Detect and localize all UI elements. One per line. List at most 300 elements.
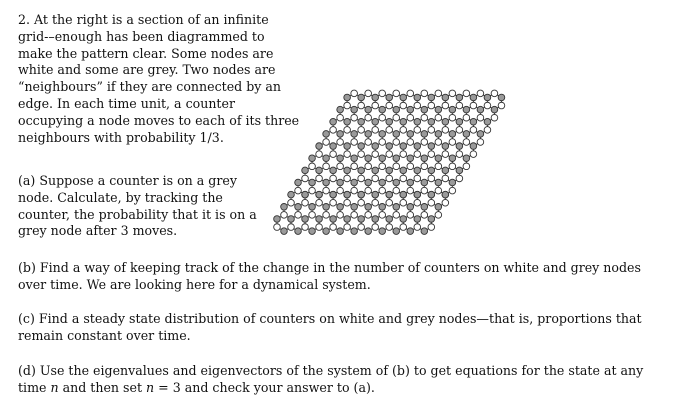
white-node xyxy=(428,199,435,206)
grey-node xyxy=(316,143,323,150)
grey-node xyxy=(330,216,337,223)
grey-node xyxy=(358,167,365,174)
grey-node xyxy=(344,143,351,150)
white-node xyxy=(400,175,407,182)
grey-node xyxy=(435,179,442,186)
grey-node xyxy=(302,216,309,223)
grey-node xyxy=(449,106,456,113)
grey-node xyxy=(463,131,470,138)
white-node xyxy=(428,102,435,109)
white-node xyxy=(435,187,442,194)
part-c xyxy=(18,311,658,345)
white-node xyxy=(351,114,358,121)
grey-node xyxy=(337,179,344,186)
white-node xyxy=(421,114,428,121)
grey-node xyxy=(309,179,316,186)
part-d xyxy=(18,363,658,397)
grey-node xyxy=(379,155,386,162)
grey-node xyxy=(421,106,428,113)
grey-node xyxy=(365,131,372,138)
grey-node xyxy=(470,143,477,150)
white-node xyxy=(435,114,442,121)
white-node xyxy=(393,163,400,170)
white-node xyxy=(470,102,477,109)
grey-node xyxy=(316,191,323,198)
white-node xyxy=(400,199,407,206)
white-node xyxy=(414,151,421,158)
white-node xyxy=(379,212,386,219)
grey-node xyxy=(379,131,386,138)
grey-node xyxy=(330,191,337,198)
white-node xyxy=(442,175,449,182)
white-node xyxy=(491,90,498,97)
white-node xyxy=(477,139,484,146)
grey-node xyxy=(379,228,386,235)
white-node xyxy=(435,90,442,97)
grey-node xyxy=(316,216,323,223)
grey-node xyxy=(330,143,337,150)
grey-node xyxy=(358,94,365,101)
white-node xyxy=(456,102,463,109)
white-node xyxy=(344,151,351,158)
part-b-text: (b) Find a way of keeping track of the change in the number of counters on white and grey nodes over time. We are looking here for a dynamical system. xyxy=(18,260,641,292)
white-node xyxy=(274,224,281,231)
white-node xyxy=(316,151,323,158)
grey-node xyxy=(414,216,421,223)
grey-node xyxy=(323,131,330,138)
white-node xyxy=(358,175,365,182)
grey-node xyxy=(393,204,400,211)
grey-node xyxy=(435,106,442,113)
white-node xyxy=(379,139,386,146)
grey-node xyxy=(414,167,421,174)
grey-node xyxy=(386,167,393,174)
white-node xyxy=(365,139,372,146)
white-node xyxy=(358,199,365,206)
grey-node xyxy=(442,167,449,174)
grey-node xyxy=(470,118,477,125)
grey-node xyxy=(337,106,344,113)
white-node xyxy=(358,127,365,134)
grey-node xyxy=(365,204,372,211)
white-node xyxy=(463,139,470,146)
white-node xyxy=(281,212,288,219)
grey-node xyxy=(435,155,442,162)
white-node xyxy=(288,224,295,231)
grey-node xyxy=(302,191,309,198)
white-node xyxy=(407,114,414,121)
white-node xyxy=(463,114,470,121)
grey-node xyxy=(456,118,463,125)
white-node xyxy=(323,187,330,194)
grey-node xyxy=(421,155,428,162)
white-node xyxy=(337,163,344,170)
grey-node xyxy=(477,106,484,113)
grey-node xyxy=(414,191,421,198)
grey-node xyxy=(442,94,449,101)
white-node xyxy=(386,151,393,158)
white-node xyxy=(435,212,442,219)
grey-node xyxy=(428,216,435,223)
grey-node xyxy=(316,167,323,174)
white-node xyxy=(337,114,344,121)
white-node xyxy=(393,139,400,146)
white-node xyxy=(351,187,358,194)
grey-node xyxy=(463,106,470,113)
white-node xyxy=(309,212,316,219)
part-d-text xyxy=(18,363,658,397)
white-node xyxy=(330,151,337,158)
grey-node xyxy=(393,155,400,162)
grey-node xyxy=(365,106,372,113)
white-node xyxy=(365,114,372,121)
grey-node xyxy=(330,118,337,125)
grey-node xyxy=(281,204,288,211)
grey-node xyxy=(365,228,372,235)
grey-node xyxy=(428,94,435,101)
grey-node xyxy=(372,216,379,223)
grey-node xyxy=(386,191,393,198)
white-node xyxy=(351,139,358,146)
intro-text: 2. At the right is a section of an infinite grid-–enough has been diagrammed to make the pattern clear. Some nodes are white and some are grey. Two nodes are “neighbours” if they are connected by an edge. In each time unit, a counter occupying a node moves to each of its three neighbours with probability 1/3. xyxy=(18,12,300,145)
grey-node xyxy=(351,179,358,186)
white-node xyxy=(400,151,407,158)
white-node xyxy=(386,102,393,109)
grey-node xyxy=(358,216,365,223)
grey-node xyxy=(421,131,428,138)
white-node xyxy=(295,187,302,194)
white-node xyxy=(344,102,351,109)
grey-node xyxy=(365,155,372,162)
grey-node xyxy=(407,228,414,235)
white-node xyxy=(456,175,463,182)
grey-node xyxy=(302,167,309,174)
white-node xyxy=(449,90,456,97)
grey-node xyxy=(274,216,281,223)
grey-node xyxy=(358,118,365,125)
white-node xyxy=(442,127,449,134)
grey-node xyxy=(358,143,365,150)
white-node xyxy=(407,163,414,170)
white-node xyxy=(372,175,379,182)
variable-n: n xyxy=(50,379,59,395)
white-node xyxy=(414,102,421,109)
grey-node xyxy=(344,94,351,101)
grey-node xyxy=(442,143,449,150)
white-node xyxy=(477,114,484,121)
grey-node xyxy=(372,143,379,150)
grey-node xyxy=(309,155,316,162)
white-node xyxy=(386,224,393,231)
grey-node xyxy=(456,167,463,174)
white-node xyxy=(309,163,316,170)
grey-node xyxy=(442,118,449,125)
grey-node xyxy=(386,216,393,223)
white-node xyxy=(386,127,393,134)
white-node xyxy=(484,102,491,109)
white-node xyxy=(414,199,421,206)
white-node xyxy=(477,90,484,97)
grey-node xyxy=(386,118,393,125)
grey-node xyxy=(400,143,407,150)
grey-node xyxy=(435,204,442,211)
white-node xyxy=(449,139,456,146)
white-node xyxy=(351,212,358,219)
white-node xyxy=(302,175,309,182)
white-node xyxy=(330,175,337,182)
white-node xyxy=(407,90,414,97)
grey-node xyxy=(428,143,435,150)
grey-node xyxy=(442,191,449,198)
part-d-after: = 3 and check your answer to (a). xyxy=(154,379,375,395)
part-a-text: (a) Suppose a counter is on a grey node. Calculate, by tracking the counter, the probability that it is on a grey node after 3 moves. xyxy=(18,173,257,239)
white-node xyxy=(309,187,316,194)
white-node xyxy=(428,224,435,231)
grey-node xyxy=(351,131,358,138)
white-node xyxy=(330,199,337,206)
white-node xyxy=(407,212,414,219)
white-node xyxy=(449,163,456,170)
white-node xyxy=(428,175,435,182)
white-node xyxy=(316,199,323,206)
grey-node xyxy=(337,204,344,211)
white-node xyxy=(379,90,386,97)
part-c-text: (c) Find a steady state distribution of counters on white and grey nodes—that is, proportions that remain constant over time. xyxy=(18,311,642,343)
grey-node xyxy=(309,204,316,211)
grey-node xyxy=(372,191,379,198)
part-b xyxy=(18,260,658,294)
grey-node xyxy=(407,106,414,113)
grey-node xyxy=(400,191,407,198)
white-node xyxy=(323,212,330,219)
grey-node xyxy=(344,216,351,223)
grey-node xyxy=(421,228,428,235)
white-node xyxy=(386,175,393,182)
grey-node xyxy=(414,143,421,150)
white-node xyxy=(428,127,435,134)
white-node xyxy=(393,90,400,97)
grey-node xyxy=(295,228,302,235)
white-node xyxy=(435,139,442,146)
white-node xyxy=(400,102,407,109)
white-node xyxy=(344,175,351,182)
white-node xyxy=(414,127,421,134)
grey-node xyxy=(400,167,407,174)
white-node xyxy=(449,114,456,121)
grey-node xyxy=(337,155,344,162)
grey-node xyxy=(365,179,372,186)
white-node xyxy=(442,151,449,158)
grey-node xyxy=(351,155,358,162)
white-node xyxy=(365,163,372,170)
grey-node xyxy=(407,179,414,186)
white-node xyxy=(372,151,379,158)
variable-n: n xyxy=(146,379,155,395)
grey-node xyxy=(386,143,393,150)
grey-node xyxy=(470,94,477,101)
grey-node xyxy=(337,131,344,138)
white-node xyxy=(449,187,456,194)
grey-node xyxy=(386,94,393,101)
white-node xyxy=(302,224,309,231)
white-node xyxy=(330,224,337,231)
grey-node xyxy=(484,118,491,125)
white-node xyxy=(414,224,421,231)
grey-node xyxy=(393,228,400,235)
white-node xyxy=(358,102,365,109)
grey-node xyxy=(428,167,435,174)
part-d-before: (d) Use the eigenvalues and eigenvectors of the system of (b) to get equations for the state at any time xyxy=(18,363,644,395)
grey-node xyxy=(491,106,498,113)
white-node xyxy=(463,90,470,97)
grey-node xyxy=(379,106,386,113)
grey-node xyxy=(379,179,386,186)
grey-node xyxy=(281,228,288,235)
grey-node xyxy=(393,131,400,138)
grey-node xyxy=(400,118,407,125)
grey-node xyxy=(337,228,344,235)
white-node xyxy=(351,90,358,97)
grey-node xyxy=(358,191,365,198)
white-node xyxy=(442,199,449,206)
grey-node xyxy=(400,94,407,101)
white-node xyxy=(470,127,477,134)
grey-node xyxy=(421,179,428,186)
white-node xyxy=(344,127,351,134)
white-node xyxy=(379,163,386,170)
grey-node xyxy=(295,179,302,186)
white-node xyxy=(400,224,407,231)
grey-node xyxy=(323,179,330,186)
grey-node xyxy=(463,155,470,162)
grey-node xyxy=(421,204,428,211)
white-node xyxy=(386,199,393,206)
white-node xyxy=(421,90,428,97)
white-node xyxy=(414,175,421,182)
white-node xyxy=(379,187,386,194)
white-node xyxy=(407,187,414,194)
grey-node xyxy=(288,216,295,223)
white-node xyxy=(372,127,379,134)
white-node xyxy=(463,163,470,170)
grey-node xyxy=(323,228,330,235)
white-node xyxy=(365,90,372,97)
white-node xyxy=(470,151,477,158)
grid-edges xyxy=(277,93,501,231)
grey-node xyxy=(372,94,379,101)
grey-node xyxy=(456,94,463,101)
white-node xyxy=(295,212,302,219)
grey-node xyxy=(414,94,421,101)
white-node xyxy=(442,102,449,109)
white-node xyxy=(421,139,428,146)
grey-node xyxy=(407,131,414,138)
grey-node xyxy=(379,204,386,211)
white-node xyxy=(456,127,463,134)
grey-node xyxy=(484,94,491,101)
white-node xyxy=(421,212,428,219)
grey-node xyxy=(344,167,351,174)
white-node xyxy=(330,127,337,134)
white-node xyxy=(421,163,428,170)
white-node xyxy=(421,187,428,194)
white-node xyxy=(372,224,379,231)
grey-node xyxy=(435,131,442,138)
white-node xyxy=(323,139,330,146)
white-node xyxy=(365,187,372,194)
grey-node xyxy=(400,216,407,223)
grey-node xyxy=(344,191,351,198)
grey-node xyxy=(428,118,435,125)
grey-node xyxy=(498,94,505,101)
white-node xyxy=(372,102,379,109)
grey-node xyxy=(323,155,330,162)
white-node xyxy=(435,163,442,170)
grey-node xyxy=(323,204,330,211)
white-node xyxy=(351,163,358,170)
grid-nodes xyxy=(274,90,505,234)
white-node xyxy=(428,151,435,158)
grey-node xyxy=(351,204,358,211)
white-node xyxy=(316,175,323,182)
white-node xyxy=(288,199,295,206)
grey-node xyxy=(351,228,358,235)
grey-node xyxy=(351,106,358,113)
grey-node xyxy=(393,179,400,186)
white-node xyxy=(407,139,414,146)
white-node xyxy=(323,163,330,170)
white-node xyxy=(498,102,505,109)
grey-node xyxy=(449,155,456,162)
grey-node xyxy=(449,131,456,138)
grey-node xyxy=(414,118,421,125)
grey-node xyxy=(330,167,337,174)
white-node xyxy=(358,224,365,231)
white-node xyxy=(379,114,386,121)
grey-node xyxy=(309,228,316,235)
grey-node xyxy=(372,167,379,174)
white-node xyxy=(393,114,400,121)
grey-node xyxy=(428,191,435,198)
grey-node xyxy=(295,204,302,211)
grey-node xyxy=(477,131,484,138)
white-node xyxy=(456,151,463,158)
white-node xyxy=(316,224,323,231)
white-node xyxy=(337,187,344,194)
white-node xyxy=(491,114,498,121)
white-node xyxy=(372,199,379,206)
white-node xyxy=(393,212,400,219)
white-node xyxy=(344,199,351,206)
grey-node xyxy=(456,143,463,150)
grey-node xyxy=(372,118,379,125)
white-node xyxy=(358,151,365,158)
white-node xyxy=(337,139,344,146)
white-node xyxy=(337,212,344,219)
grey-node xyxy=(407,204,414,211)
grey-node xyxy=(344,118,351,125)
grey-node xyxy=(288,191,295,198)
white-node xyxy=(400,127,407,134)
grey-node xyxy=(449,179,456,186)
white-node xyxy=(484,127,491,134)
grey-node xyxy=(393,106,400,113)
white-node xyxy=(393,187,400,194)
grey-node xyxy=(407,155,414,162)
part-d-middle: and then set xyxy=(58,379,147,395)
white-node xyxy=(344,224,351,231)
white-node xyxy=(302,199,309,206)
